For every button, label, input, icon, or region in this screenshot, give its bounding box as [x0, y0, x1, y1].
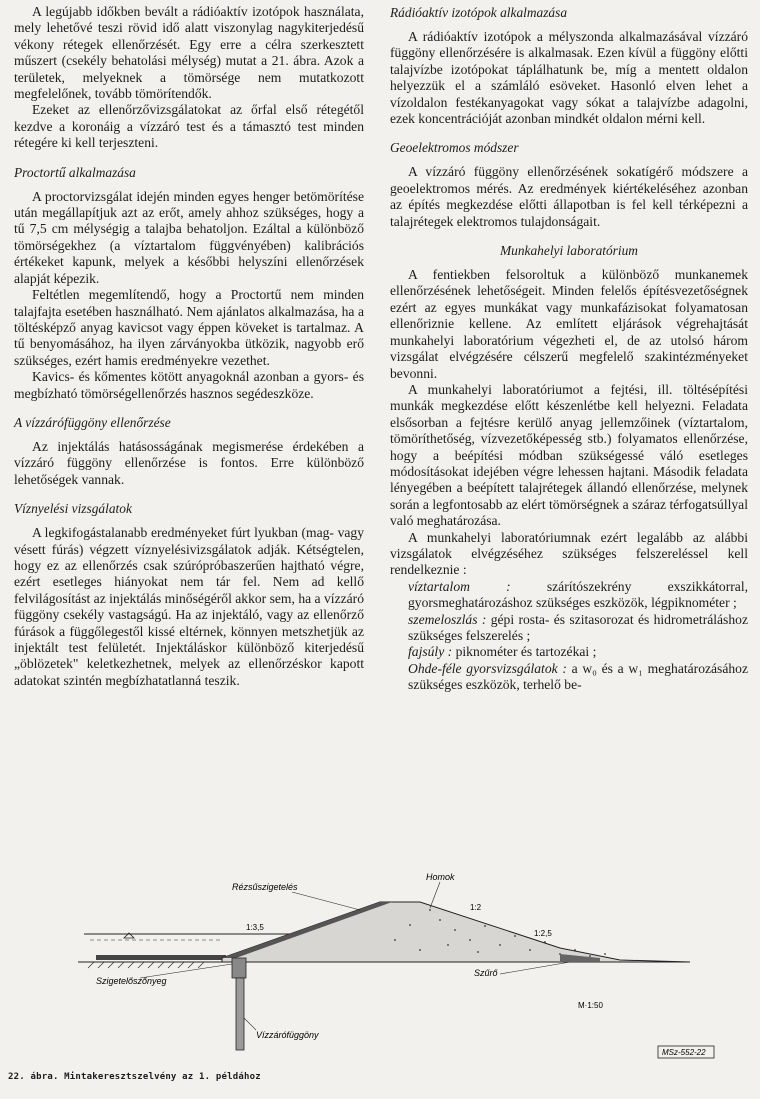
paragraph: Feltétlen megemlítendő, hogy a Proctortű nem minden talajfajta esetében használható. Nem ajánlatos alkalmazása, ha a töltésképző anyag kavicsot vagy éppen köveket is tartalmaz. A tű benyomásához, ha ilyen zárványokba ütközik, nagyobb erő szükséges, ezért hamis eredményekre vezethet. [14, 287, 364, 368]
paragraph: A proctorvizsgálat idején minden egyes henger betömörítése után megállapítjuk azt az erőt, amely ahhoz szükséges, hogy a tű 7,5 cm mélységig a talajba behatoljon. Ezáltal a különböző tömörségekhez (a víztartalom függvényében) kalibrációs értékeket kapunk, melyek a későbbi helyszíni ellenőrzések alapját képezik. [14, 188, 364, 286]
list-item [390, 661, 748, 694]
figure-caption: 22. ábra. Mintakeresztszelvény az 1. példához [8, 1072, 261, 1082]
list-text: gépi rosta- és szitasorozat és hidrometráláshoz szükséges felszerelés ; [408, 611, 748, 643]
figure-label: 1:2 [470, 903, 482, 912]
figure-label: 1:3,5 [246, 923, 264, 932]
figure-label: M·1:50 [578, 1001, 603, 1010]
paragraph: A legkifogástalanabb eredményeket fúrt lyukban (mag- vagy vésett fúrás) végzett víznyelésivizsgálatok adják. Kétségtelen, hogy ez az ellenőrzés csak szúrópróbaszerűen hajtható végre, ezért esetleges hiányokat nem tár fel. Nem ad kellő felvilágosítást az injektálás minőségéről akkor sem, ha a vízzáró függöny csekély vastagságú. Ha az injektáló, vagy az ellenőrző fúrások a függőlegestől kissé eltérnek, könnyen metszhetjük az injektált test felületét. Injektáláskor különböző kiterjedésű „öblözetek" keletkezhetnek, melyek az ellenőrzéskor kapott adatokat szintén megbízhatatlanná teszik. [14, 525, 364, 688]
figure-label: Homok [426, 872, 455, 882]
section-heading: Proctortű alkalmazása [14, 164, 136, 180]
paragraph: Ezeket az ellenőrzővizsgálatokat az őrfal első rétegétől kezdve a koronáig a vízzáró test és a támasztó test minden rétegére ki kell terjeszteni. [14, 102, 364, 151]
list-term: Ohde-féle gyorsvizsgálatok : [408, 660, 567, 676]
figure-label: MSz-552-22 [662, 1048, 706, 1057]
figure-label: Szigetelőszőnyeg [96, 976, 167, 986]
section-heading: A vízzárófüggöny ellenőrzése [14, 414, 171, 430]
dam-cross-section-figure [0, 850, 760, 1080]
left-column [14, 4, 364, 689]
paragraph: Az injektálás hatásosságának megismerése érdekében a vízzáró függöny ellenőrzése is fontos. Erre különböző lehetőségek vannak. [14, 438, 364, 487]
list-item [390, 579, 748, 612]
paragraph: A munkahelyi laboratóriumot a fejtési, ill. töltésépítési munkák megkezdése előtt készenlétbe kell helyezni. Feladata elsősorban a fejtésre kerülő anyag jellemzőinek (víztartalom, tömöríthetőség, vízvezetőképesség stb.) folyamatos ellenőrzése, hogy a beépítési módban szükségessé váló esetleges módosításokat idejében végre lehessen hajtani. Második feladata lényegében a beépített talajrétegek állandó ellenőrzése, melynek során a legfontosabb az elért tömörségnek a száraz térfogatsúllyal való meghatározása. [390, 381, 748, 529]
figure-label: Vízzárófüggöny [256, 1030, 319, 1040]
paragraph: A munkahelyi laboratóriumnak ezért legalább az alábbi vizsgálatok elvégzéséhez szükséges felszereléssel kell rendelkeznie : [390, 529, 748, 578]
paragraph: Kavics- és kőmentes kötött anyagoknál azonban a gyors- és megbízható tömörségellenőrzés hasznos segédeszköze. [14, 369, 364, 401]
list-term: fajsúly : [408, 644, 453, 660]
list-term: víztartalom : [408, 578, 511, 594]
list-item [390, 612, 748, 645]
list-term: szemeloszlás : [408, 611, 487, 627]
section-heading: Rádióaktív izotópok alkalmazása [390, 5, 568, 20]
paragraph: A rádióaktív izotópok a mélyszonda alkalmazásával vízzáró függöny ellenőrzésére is alkalmasak. Ezen kívül a függöny előtti talajvízbe izotópokat táplálhatunk be, míg a mentett oldalon helyezzük el a számláló esöveket. Hasonló elven lehet a vízoldalon festékanyagokat vagy sókat a talajvízbe adagolni, ezek koncentrációját azonban mindkét oldalon mérni kell. [390, 29, 748, 127]
list-text: a w₀ és a w₁ meghatározásához szükséges eszközök, terhelő be- [408, 660, 749, 693]
section-heading: Víznyelési vizsgálatok [14, 501, 132, 517]
paragraph: A fentiekben felsoroltuk a különböző munkanemek ellenőrzésének lehetőségeit. Minden felelős építésvezetőségnek ezért az egyes munkákat vagy munkafázisokat folyamatosan ellenőriznie kellene. Az említett eljárások végrehajtását munkahelyi laboratórium végezheti el, de az utolsó három vizsgálat elvégzésére célszerű megfelelő szakintézményeket bevonni. [390, 267, 748, 381]
figure-label: 1:2,5 [534, 929, 552, 938]
figure-label: Rézsűszigetelés [232, 882, 298, 892]
list-text: szárítószekrény exszikkátorral, gyorsmeghatározáshoz szükséges eszközök, légpiknométer ; [408, 578, 748, 611]
paragraph: A legújabb időkben bevált a rádióaktív izotópok használata, mely lehetővé teszi rövid idő alatt viszonylag nagykiterjedésű vékony rétegek ellenőrzését. Egy erre a célra szerkesztett műszert (csekély behatolási mélység) mutat a 21. ábra. Azok a területek, melyeknek a tömörsége nem mutatkozott megfelelőnek, tovább tömörítendők. [14, 4, 364, 102]
list-item [390, 644, 748, 660]
list-text: piknométer és tartozékai ; [452, 644, 597, 660]
figure-label: Szűrő [474, 968, 498, 978]
equipment-list [390, 579, 748, 694]
paragraph: A vízzáró függöny ellenőrzésének sokatígérő módszere a geoelektromos mérés. Az eredmények kiértékeléséhez azonban az építés megkezdése előtti állapotban is fel kell térképezni a talajrétegek elektromos tulajdonságait. [390, 164, 748, 229]
right-column [390, 4, 748, 694]
section-heading: Munkahelyi laboratórium [500, 243, 638, 259]
section-heading: Geoelektromos módszer [390, 140, 519, 156]
